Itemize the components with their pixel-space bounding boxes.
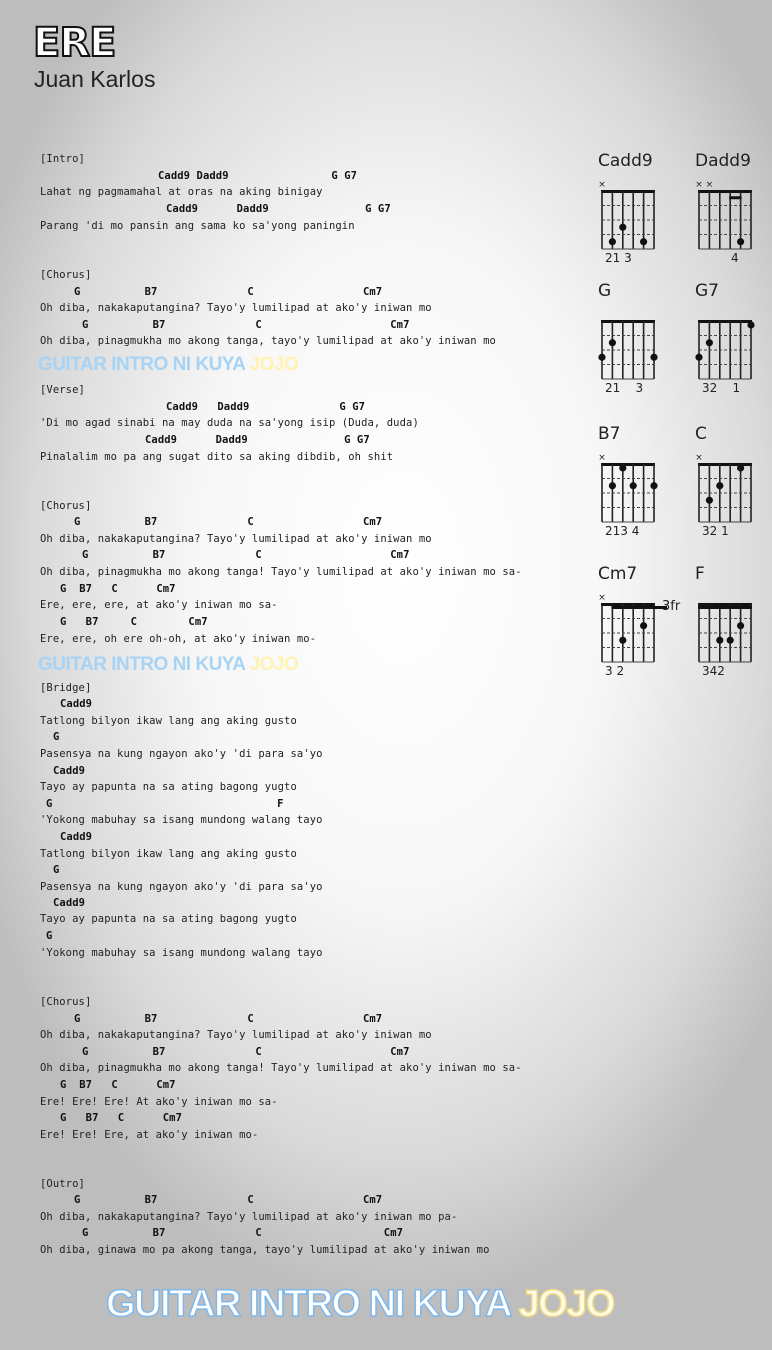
lyric-line: 'Yokong mabuhay sa isang mundong walang tayo: [40, 947, 323, 959]
lyric-line: Oh diba, pinagmukha mo akong tanga! Tayo'y lumilipad at ako'y iniwan mo sa-: [40, 1062, 522, 1074]
finger-numbers: 21 3: [605, 381, 644, 395]
fretboard-grid: [697, 566, 772, 676]
chord-line: G B7 C Cm7: [74, 1013, 383, 1025]
finger-dot: [650, 354, 657, 361]
finger-dot: [747, 321, 754, 328]
chord-line: Cadd9 Dadd9 G G7: [145, 434, 370, 446]
section-label: [Chorus]: [40, 996, 92, 1008]
chord-name: Cm7: [598, 564, 638, 584]
finger-dot: [727, 637, 734, 644]
lyric-line: 'Di mo agad sinabi na may duda na sa'yong isip (Duda, duda): [40, 417, 419, 429]
finger-dot: [630, 482, 637, 489]
lyric-line: Tayo ay papunta na sa ating bagong yugto: [40, 913, 297, 925]
chord-name: Dadd9: [695, 151, 751, 171]
artist-name: Juan Karlos: [34, 66, 156, 92]
chord-name: C: [695, 424, 707, 444]
lyric-line: Oh diba, pinagmukha mo akong tanga, tayo'y lumilipad at ako'y iniwan mo: [40, 335, 496, 347]
finger-dot: [598, 354, 605, 361]
lyric-line: Tayo ay papunta na sa ating bagong yugto: [40, 781, 297, 793]
barre-mark: [729, 196, 741, 199]
chord-line: G B7 C Cm7: [82, 549, 410, 561]
mute-marker: ×: [598, 180, 606, 190]
fretboard-grid: [697, 153, 772, 263]
lyric-line: Oh diba, ginawa mo pa akong tanga, tayo'y lumilipad at ako'y iniwan mo: [40, 1244, 490, 1256]
watermark: GUITAR INTRO NI KUYA JOJO: [38, 354, 299, 375]
section-label: [Bridge]: [40, 682, 92, 694]
chord-line: G B7 C Cm7: [74, 1194, 383, 1206]
chord-line: Cadd9: [60, 698, 93, 710]
chord-line: G: [53, 864, 60, 876]
lyric-line: Oh diba, nakakaputangina? Tayo'y lumilipad at ako'y iniwan mo: [40, 302, 432, 314]
mute-marker: ×: [695, 453, 703, 463]
finger-dot: [609, 482, 616, 489]
chord-line: Cadd9: [53, 897, 86, 909]
chord-line: G B7 C Cm7: [82, 1046, 410, 1058]
chord-line: G: [46, 930, 53, 942]
mute-marker: ×: [598, 593, 606, 603]
chord-line: G B7 C Cm7: [82, 319, 410, 331]
finger-dot: [619, 637, 626, 644]
finger-dot: [737, 238, 744, 245]
watermark: GUITAR INTRO NI KUYA JOJO: [38, 654, 299, 675]
chord-line: G B7 C Cm7: [60, 616, 208, 628]
section-label: [Verse]: [40, 384, 85, 396]
finger-dot: [640, 238, 647, 245]
chord-line: Cadd9 Dadd9 G G7: [166, 203, 391, 215]
chord-line: G B7 C Cm7: [60, 1079, 176, 1091]
finger-dot: [619, 464, 626, 471]
song-title: ERE: [33, 20, 116, 66]
finger-numbers: 3 2: [605, 664, 625, 678]
lyric-line: Oh diba, nakakaputangina? Tayo'y lumilipad at ako'y iniwan mo: [40, 1029, 432, 1041]
lyric-line: Ere! Ere! Ere! At ako'y iniwan mo sa-: [40, 1096, 278, 1108]
finger-numbers: 342: [702, 664, 725, 678]
lyric-line: Oh diba, pinagmukha mo akong tanga! Tayo'y lumilipad at ako'y iniwan mo sa-: [40, 566, 522, 578]
lyric-line: 'Yokong mabuhay sa isang mundong walang tayo: [40, 814, 323, 826]
finger-dot: [716, 482, 723, 489]
fretboard-grid: [697, 426, 772, 536]
lyric-line: Pasensya na kung ngayon ako'y 'di para sa'yo: [40, 881, 323, 893]
chord-line: G B7 C Cm7: [74, 286, 383, 298]
fretboard-grid: [600, 283, 680, 393]
chord-line: Cadd9 Dadd9 G G7: [158, 170, 358, 182]
chord-line: G B7 C Cm7: [60, 1112, 183, 1124]
finger-dot: [640, 622, 647, 629]
fretboard-grid: [600, 566, 680, 676]
finger-dot: [609, 238, 616, 245]
section-label: [Chorus]: [40, 269, 92, 281]
fretboard-grid: [697, 283, 772, 393]
chord-line: G B7 C Cm7: [74, 516, 383, 528]
chord-name: F: [695, 564, 705, 584]
finger-dot: [716, 637, 723, 644]
chord-line: Cadd9: [53, 765, 86, 777]
lyric-line: Lahat ng pagmamahal at oras na aking binigay: [40, 186, 323, 198]
chord-line: G F: [46, 798, 284, 810]
fret-position-label: 3fr: [662, 599, 681, 614]
section-label: [Chorus]: [40, 500, 92, 512]
mute-marker: ×: [695, 180, 703, 190]
chord-line: Cadd9 Dadd9 G G7: [166, 401, 366, 413]
finger-dot: [650, 482, 657, 489]
lyric-line: Ere, ere, ere, at ako'y iniwan mo sa-: [40, 599, 278, 611]
finger-dot: [706, 339, 713, 346]
section-label: [Intro]: [40, 153, 85, 165]
chord-name: G: [598, 281, 612, 301]
chord-name: G7: [695, 281, 719, 301]
watermark-large: GUITAR INTRO NI KUYA JOJO: [106, 1283, 614, 1325]
chord-name: Cadd9: [598, 151, 653, 171]
finger-numbers: 213 4: [605, 524, 640, 538]
lyric-line: Oh diba, nakakaputangina? Tayo'y lumilipad at ako'y iniwan mo: [40, 533, 432, 545]
mute-marker: ×: [598, 453, 606, 463]
section-label: [Outro]: [40, 1178, 85, 1190]
barre-mark: [611, 606, 667, 609]
finger-numbers: 4: [731, 251, 739, 265]
finger-dot: [695, 354, 702, 361]
lyric-line: Pinalalim mo pa ang sugat dito sa aking dibdib, oh shit: [40, 451, 394, 463]
finger-numbers: 21 3: [605, 251, 632, 265]
fretboard-grid: [600, 426, 680, 536]
fretboard-grid: [600, 153, 680, 263]
finger-dot: [706, 497, 713, 504]
chord-line: G B7 C Cm7: [82, 1227, 404, 1239]
lyric-line: Ere, ere, oh ere oh-oh, at ako'y iniwan mo-: [40, 633, 317, 645]
lyric-line: Pasensya na kung ngayon ako'y 'di para sa'yo: [40, 748, 323, 760]
chord-line: Cadd9: [60, 831, 93, 843]
finger-dot: [737, 464, 744, 471]
lyric-line: Tatlong bilyon ikaw lang ang aking gusto: [40, 848, 297, 860]
finger-dot: [609, 339, 616, 346]
lyric-line: Parang 'di mo pansin ang sama ko sa'yong paningin: [40, 220, 355, 232]
mute-marker: ×: [705, 180, 714, 190]
finger-dot: [619, 224, 626, 231]
chord-name: B7: [598, 424, 621, 444]
chord-line: G: [53, 731, 60, 743]
chord-line: G B7 C Cm7: [60, 583, 176, 595]
finger-numbers: 32 1: [702, 381, 741, 395]
lyric-line: Ere! Ere! Ere, at ako'y iniwan mo-: [40, 1129, 259, 1141]
finger-dot: [737, 622, 744, 629]
finger-numbers: 32 1: [702, 524, 729, 538]
lyric-line: Oh diba, nakakaputangina? Tayo'y lumilipad at ako'y iniwan mo pa-: [40, 1211, 458, 1223]
lyric-line: Tatlong bilyon ikaw lang ang aking gusto: [40, 715, 297, 727]
barre-mark: [698, 606, 752, 609]
